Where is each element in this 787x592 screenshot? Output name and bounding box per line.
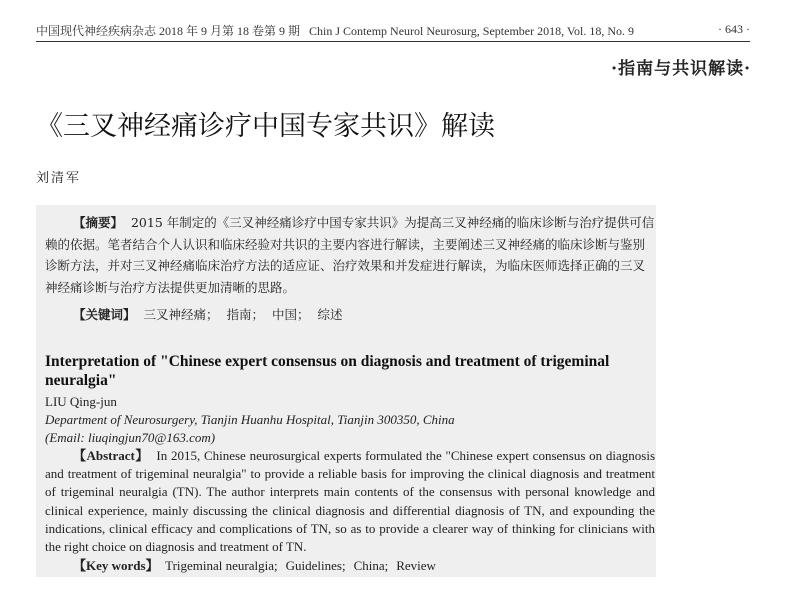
keyword-en: Guidelines; xyxy=(285,558,346,573)
english-author: LIU Qing-jun xyxy=(45,394,117,409)
section-label: ·指南与共识解读· xyxy=(611,59,751,79)
keywords-en-label: 【Key words】 xyxy=(73,558,159,573)
keyword-cn: 三叉神经痛； xyxy=(143,307,219,322)
abstract-cn-label: 【摘要】 xyxy=(73,215,124,230)
header-rule xyxy=(36,41,750,42)
abstract-cn xyxy=(45,212,655,298)
abstract-cn-text: 2015 年制定的《三叉神经痛诊疗中国专家共识》为提高三叉神经痛的临床诊断与治疗提供可信赖的依据。笔者结合个人认识和临床经验对共识的主要内容进行解读，主要阐述三叉神经痛的临床诊断与鉴别诊断方法，并对三叉神经痛临床治疗方法的适应证、治疗效果和并发症进行解读，为临床医师选择正确的三叉神经痛诊断与治疗方法提供更加清晰的思路。 xyxy=(45,215,655,295)
english-affiliation: Department of Neurosurgery, Tianjin Huanhu Hospital, Tianjin 300350, China xyxy=(45,412,455,427)
author-cn: 刘清军 xyxy=(36,171,82,186)
english-email: (Email: liuqingjun70@163.com) xyxy=(45,430,216,445)
keyword-cn: 中国； xyxy=(272,307,310,322)
abstract-en xyxy=(45,447,655,556)
keywords-en xyxy=(73,555,436,574)
page-number: · 643 · xyxy=(718,22,750,36)
abstract-en-label: 【Abstract】 xyxy=(73,448,149,463)
keyword-cn: 综述 xyxy=(317,307,343,322)
keyword-en: China; xyxy=(353,558,389,573)
keyword-en: Review xyxy=(396,558,436,573)
keywords-cn-label: 【关键词】 xyxy=(73,307,136,322)
journal-cn: 中国现代神经疾病杂志 2018 年 9 月第 18 卷第 9 期 xyxy=(36,24,301,38)
english-title: Interpretation of "Chinese expert consensus on diagnosis and treatment of trigeminal neuralgia" xyxy=(45,353,610,389)
abstract-en-text: In 2015, Chinese neurosurgical experts formulated the "Chinese expert consensus on diagnosis and treatment of trigeminal neuralgia" to provide a reliable basis for improving the clinical diagnosis and treatment of trigeminal neuralgia (TN). The author interprets main contents of the consensus with personal knowledge and clinical experience, mainly discussing the clinical diagnosis and differential diagnosis of TN, and expounding the indications, clinical efficacy and complications of TN, so as to provide a clearer way of thinking for clinicians with the right choice on diagnosis and treatment of TN. xyxy=(45,448,656,555)
keyword-cn: 指南； xyxy=(226,307,264,322)
journal-en: Chin J Contemp Neurol Neurosurg, September 2018, Vol. 18, No. 9 xyxy=(309,24,634,38)
keyword-en: Trigeminal neuralgia; xyxy=(165,558,278,573)
article-title: 《三叉神经痛诊疗中国专家共识》解读 xyxy=(36,111,495,142)
journal-citation xyxy=(36,22,634,39)
keywords-cn xyxy=(73,304,343,326)
running-header xyxy=(36,22,750,40)
